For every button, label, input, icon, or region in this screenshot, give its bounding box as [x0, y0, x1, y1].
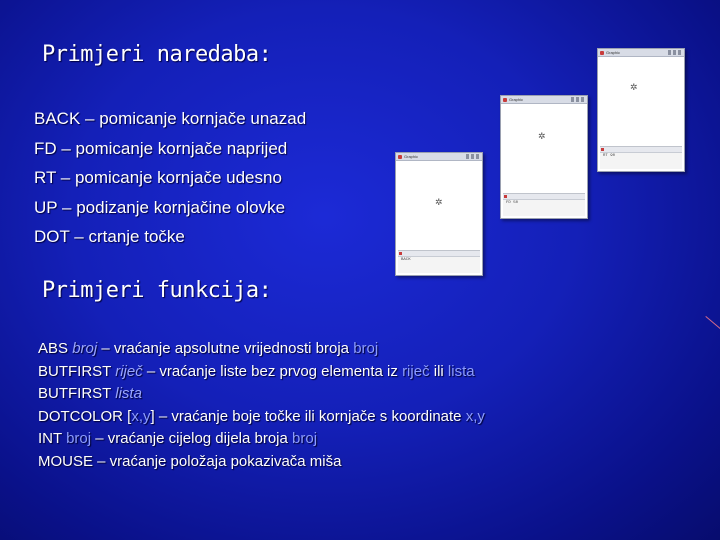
command-text: BACK	[401, 258, 411, 262]
function-butfirst-word: BUTFIRST riječ – vraćanje liste bez prvog elementa iz riječ ili lista	[38, 362, 475, 380]
commands-heading: Primjeri naredaba:	[42, 42, 272, 67]
function-butfirst-list: BUTFIRST lista	[38, 385, 142, 402]
window-controls-icon	[466, 154, 480, 159]
command-back: BACK – pomicanje kornjače unazad	[34, 109, 307, 128]
command-dot: DOT – crtanje točke	[34, 227, 185, 246]
command-text: FD 50	[506, 201, 519, 205]
app-icon	[398, 155, 402, 159]
functions-list	[38, 338, 485, 473]
command-fd: FD – pomicanje kornjače naprijed	[34, 138, 288, 158]
function-dotcolor: DOTCOLOR [x,y] – vraćanje boje točke ili kornjače s koordinate x,y	[38, 407, 485, 425]
command-area	[398, 250, 480, 273]
turtle-canvas	[503, 105, 585, 181]
window-titlebar	[501, 96, 587, 104]
functions-heading: Primjeri funkcija:	[42, 278, 272, 303]
window-title: Graphic	[404, 154, 419, 159]
command-up: UP – podizanje kornjačine olovke	[34, 197, 286, 217]
app-icon	[503, 98, 507, 102]
turtle-icon: ✲	[630, 82, 638, 92]
command-area	[503, 193, 585, 216]
function-mouse: MOUSE – vraćanje položaja pokazivača miša	[38, 452, 342, 470]
window-controls-icon	[571, 97, 585, 102]
turtle-canvas	[398, 162, 480, 238]
function-abs: ABS broj – vraćanje apsolutne vrijednosti broja broj	[38, 340, 379, 357]
turtle-window-3	[597, 48, 685, 172]
turtle-window-2	[500, 95, 588, 219]
window-controls-icon	[668, 50, 682, 55]
window-title: Graphic	[606, 50, 621, 55]
command-area	[600, 146, 682, 169]
window-title: Graphic	[509, 97, 524, 102]
command-text: RT 90	[603, 154, 616, 158]
window-titlebar	[598, 49, 684, 57]
function-int: INT broj – vraćanje cijelog dijela broja broj	[38, 430, 318, 447]
decorative-stroke	[705, 316, 720, 331]
app-icon	[600, 51, 604, 55]
command-rt: RT – pomicanje kornjače udesno	[34, 168, 282, 187]
commands-list	[34, 104, 306, 252]
turtle-icon: ✲	[435, 197, 443, 207]
turtle-canvas	[600, 58, 682, 134]
turtle-icon: ✲	[538, 131, 546, 141]
turtle-window-1	[395, 152, 483, 276]
window-titlebar	[396, 153, 482, 161]
